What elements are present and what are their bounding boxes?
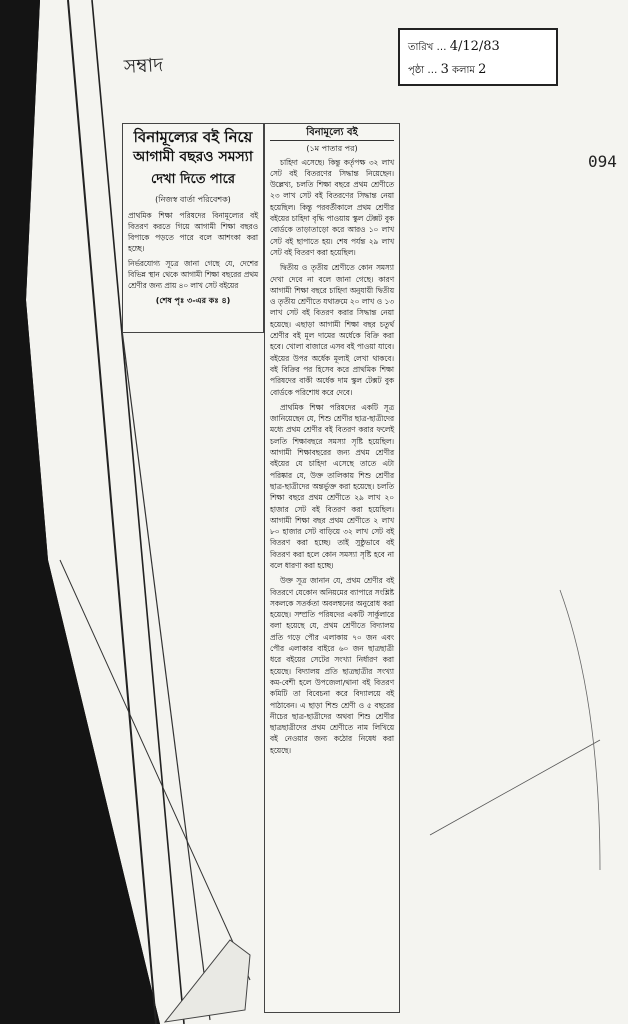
news-clipping-front	[122, 123, 264, 333]
continuation-title: বিনামূল্যে বই	[270, 127, 394, 141]
news-clipping-continuation	[264, 123, 400, 1013]
byline: (নিজস্ব বার্তা পরিবেশক)	[155, 195, 231, 205]
date-stamp	[398, 28, 558, 86]
headline-line-1: বিনামূল্যের বই নিয়ে	[133, 128, 253, 146]
handwritten-page-number: 094	[588, 152, 617, 171]
article-paragraph: চাহিদা এসেছে। কিন্তু কর্তৃপক্ষ ৩২ লাখ সেট বই বিতরণের সিদ্ধান্ত নিয়েছেন। উল্লেখ্য, চলতি শিক্ষা বছরে প্রথম শ্রেণীতে ২৩ লাখ সেট বই বিতরণের সিদ্ধান্ত নেয়া হয়েছিল। কিন্তু পরবর্তীকালে প্রথম শ্রেণীর বইয়ের চাহিদা বৃদ্ধি পাওয়ায় স্কুল টেক্সট বুক বোর্ডকে তাড়াতাড়ো করে আরও ১০ লাখ সেট বই ছাপাতে হয়। শেষ পর্যন্ত ২৯ লাখ সেট বই বিতরণ করা হয়েছিল।	[270, 157, 394, 257]
article-paragraph: দ্বিতীয় ও তৃতীয় শ্রেণীতে কোন সমস্যা দেখা দেবে না বলে জানা গেছে। কারণ আগামী শিক্ষা বছরে চাহিদা অনুযায়ী দ্বিতীয় ও তৃতীয় শ্রেণীতে যথাক্রমে ২০ লাখ ও ১৩ লাখ সেট বই বিতরণ করার সিদ্ধান্ত নেয়া হয়েছে। এছাড়া আগামী শিক্ষা বছর চতুর্থ শ্রেণীর বই মূল দামের অর্ধেকে বিক্রি করা হবে। খোলা বাজারে এসব বই পাওয়া যাবে। বইয়ের উপর অর্ধেক মূল্যই লেখা থাকবে। বই বিক্রির পর হিসেব করে প্রাথমিক শিক্ষা পরিষদের বাকী অর্ধেক দাম স্কুল টেক্সট বুক বোর্ডকে পরিশোধ করে দেবে।	[270, 263, 394, 397]
stamp-date-value: 4/12/83	[449, 39, 500, 54]
stamp-column-label: কলাম	[452, 65, 475, 76]
stamp-page-label: পৃষ্ঠা	[408, 65, 425, 76]
article-paragraph: প্রাথমিক শিক্ষা পরিষদের একটি সূত্র জানিয়েছেন যে, শিশু শ্রেণীর ছাত্র-ছাত্রীদের মধ্যে প্রথম শ্রেণীর বই বিতরণ করার ফলেই চলতি শিক্ষাবছরে সমস্যা সৃষ্টি হয়েছিল। আগামী শিক্ষাবছরের জন্য প্রথম শ্রেণীর বইয়ের যে চাহিদা এসেছে তাতে এটা পরিষ্কার যে, উক্ত তালিকায় শিশু শ্রেণীর ছাত্র-ছাত্রীদের অন্তর্ভুক্ত করা হয়েছে। চলতি শিক্ষা বছরে প্রথম শ্রেণীতে ২৯ লাখ ২০ হাজার সেট বই বিতরণ করা হয়েছিল। আগামী শিক্ষা বছর প্রথম শ্রেণীতে ২ লাখ ৮০ হাজার সেট বাড়িয়ে ৩২ লাখ সেট বই বিতরণ করা হচ্ছে। তাই সুষ্ঠুভাবে বই বিতরণ করা হলে কোন সমস্যা সৃষ্টি হবে না বলে ধারণা করা হচ্ছে।	[270, 402, 394, 570]
headline-line-3: দেখা দিতে পারে	[151, 172, 235, 188]
stamp-page-value: 3	[440, 62, 449, 77]
stamp-date-label: তারিখ	[408, 42, 434, 53]
article-paragraph: নির্ভরযোগ্য সূত্রে জানা গেছে যে, দেশের বিভিন্ন স্থান থেকে আগামী শিক্ষা বছরের প্রথম শ্রেণীর জন্য প্রায় ৪০ লাখ সেট বইয়ের	[128, 258, 258, 291]
stamp-date-row: তারিখ … 4/12/83	[408, 39, 500, 54]
stamp-page-row: পৃষ্ঠা … 3 কলাম 2	[408, 62, 487, 77]
handwritten-source-name: সম্বাদ	[123, 53, 164, 79]
article-paragraph: উক্ত সূত্র জানান যে, প্রথম শ্রেণীর বই বিতরণে যেকোন অনিয়মের ব্যাপারে সংশ্লিষ্ট সকলকে সতর্কতা অবলম্বনের অনুরোধ করা হয়েছে। সম্প্রতি পরিষদের একটি সার্কুলারে বলা হয়েছে যে, প্রথম শ্রেণীতে বিদ্যালয় প্রতি গড়ে পৌর এলাকায় ৭০ জন এবং পৌর এলাকার বাইরে ৬০ জন ছাত্রছাত্রী ধরে বইয়ের সেটের সংখ্যা নির্ধারণ করা হয়েছে। বিদ্যালয় প্রতি ছাত্রছাত্রীর সংখ্যা কম-বেশী হলে উপজেলা/থানা বই বিতরণ কমিটি তা বিবেচনা করে বিদ্যালয়ে বই পাঠাবেন। এ ছাড়া শিশু শ্রেণী ও ৫ বছরের নীচের ছাত্র-ছাত্রীদের অথবা শিশু শ্রেণীর ছাত্রছাত্রীদের প্রথম শ্রেণীতে নাম লিখিয়ে বই নেওয়ার জন্য কঠোর নিষেধ করা হয়েছে।	[270, 576, 394, 755]
continuation-note: (শেষ পৃঃ ৩-এর কঃ ৪)	[155, 295, 231, 305]
article-paragraph: প্রাথমিক শিক্ষা পরিষদের বিনামূল্যের বই বিতরণ করতে গিয়ে আগামী শিক্ষা বছরও বিপাকে পড়তে পারে বলে আশংকা করা হচ্ছে।	[128, 210, 258, 254]
headline-line-2: আগামী বছরও সমস্যা	[133, 149, 253, 166]
continuation-subtitle: (১ম পাতার পর)	[306, 144, 358, 154]
stamp-column-value: 2	[478, 62, 487, 77]
